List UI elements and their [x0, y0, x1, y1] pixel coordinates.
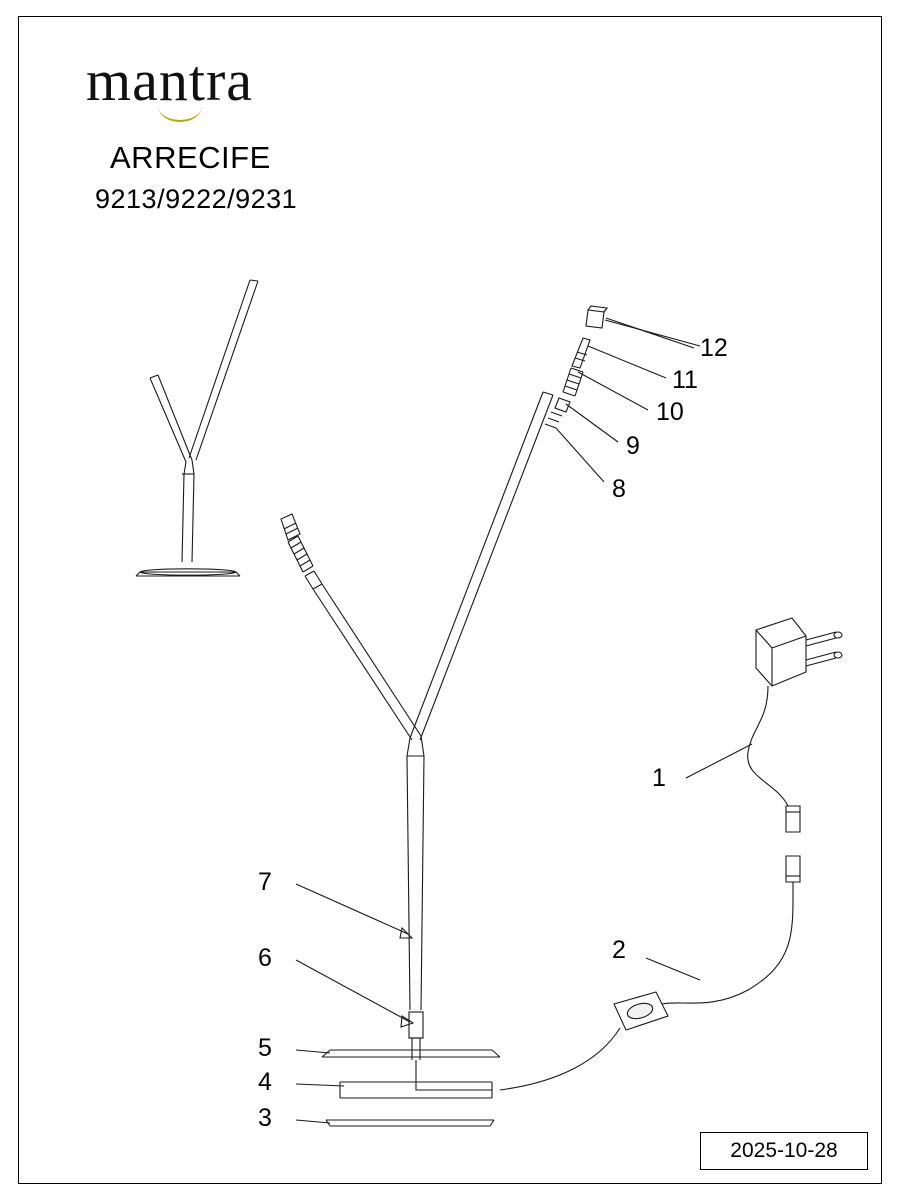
callout-5: 5 [258, 1034, 272, 1062]
callout-8: 8 [612, 475, 626, 503]
callout-2: 2 [612, 936, 626, 964]
callout-10: 10 [656, 398, 684, 426]
callout-6: 6 [258, 944, 272, 972]
date-box [700, 1132, 868, 1170]
date-text: 2025-10-28 [730, 1139, 838, 1162]
brand-wordmark-wrap [86, 50, 253, 112]
brand-logo [86, 50, 506, 112]
callout-4: 4 [258, 1068, 272, 1096]
callout-11: 11 [672, 366, 698, 394]
product-name: ARRECIFE [110, 140, 271, 175]
brand-wordmark: mantra [86, 48, 254, 113]
callout-1: 1 [652, 764, 666, 792]
callout-9: 9 [626, 432, 640, 460]
product-codes: 9213/9222/9231 [95, 184, 298, 214]
callout-12: 12 [700, 334, 728, 362]
callout-7: 7 [258, 868, 272, 896]
callout-3: 3 [258, 1104, 272, 1132]
